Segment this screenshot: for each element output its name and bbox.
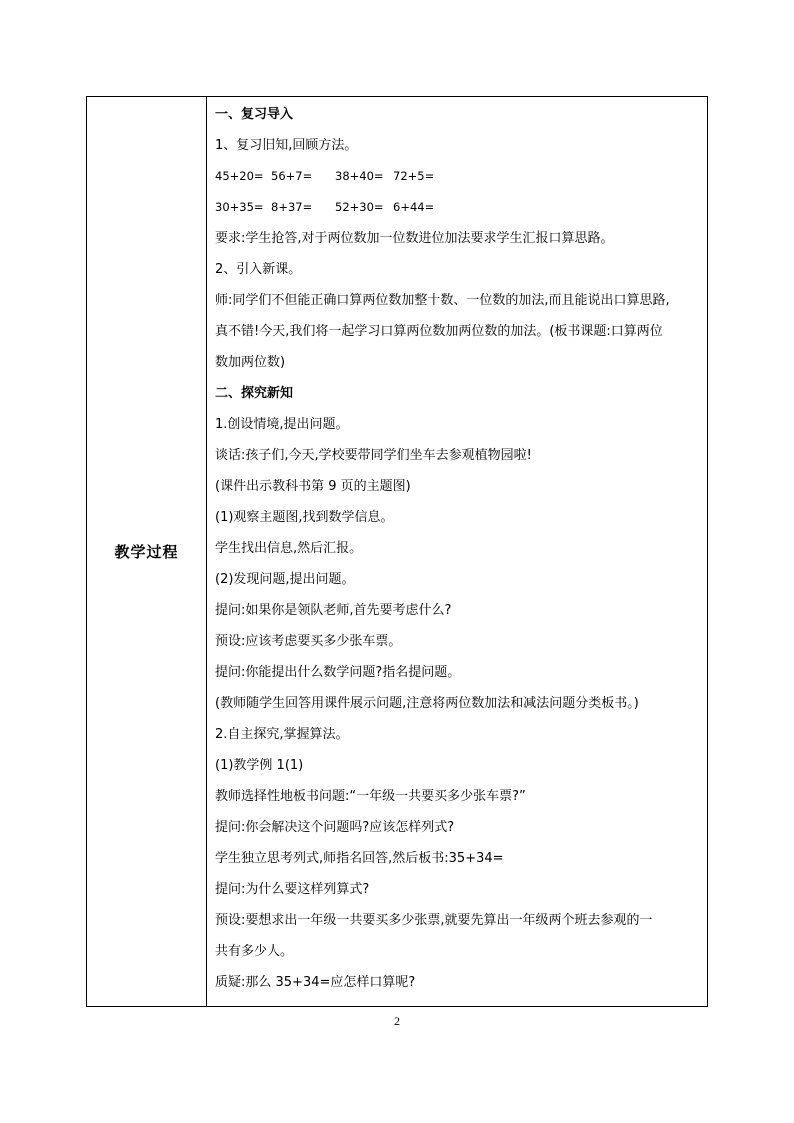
left-cell xyxy=(87,97,207,1006)
text-line: 2、引入新课。 xyxy=(215,262,302,277)
content-cell xyxy=(207,97,707,1006)
text-line: 要求:学生抢答,对于两位数加一位数进位加法要求学生汇报口算思路。 xyxy=(215,231,614,246)
text-line: 学生找出信息,然后汇报。 xyxy=(215,541,363,556)
text-line: 预设:应该考虑要买多少张车票。 xyxy=(215,634,402,649)
text-line: 1、复习旧知,回顾方法。 xyxy=(215,138,358,153)
text-line: (1)教学例 1(1) xyxy=(215,758,304,773)
text-line: 预设:要想求出一年级一共要买多少张票,就要先算出一年级两个班去参观的一 xyxy=(215,913,653,928)
text-line: 提问:为什么要这样列算式? xyxy=(215,882,370,897)
equation: 30+35= xyxy=(215,200,264,214)
text-line: 1.创设情境,提出问题。 xyxy=(215,417,349,432)
text-line: 学生独立思考列式,师指名回答,然后板书:35+34= xyxy=(215,851,504,866)
equation: 52+30= xyxy=(335,200,384,214)
lesson-table xyxy=(86,96,708,1007)
equation: 8+37= xyxy=(271,200,313,214)
text-line: 质疑:那么 35+34=应怎样口算呢? xyxy=(215,975,416,990)
text-line: 提问:如果你是领队老师,首先要考虑什么? xyxy=(215,603,452,618)
text-line: (2)发现问题,提出问题。 xyxy=(215,572,355,587)
section-heading: 二、探究新知 xyxy=(215,386,294,401)
equation: 38+40= xyxy=(335,169,384,183)
equation: 56+7= xyxy=(271,169,313,183)
text-line: 谈话:孩子们,今天,学校要带同学们坐车去参观植物园啦! xyxy=(215,448,532,463)
text-line: 2.自主探究,掌握算法。 xyxy=(215,727,349,742)
text-line: 提问:你能提出什么数学问题?指名提问题。 xyxy=(215,665,461,680)
section-heading: 一、复习导入 xyxy=(215,107,294,122)
equation-row xyxy=(215,161,701,192)
text-line: 提问:你会解决这个问题吗?应该怎样列式? xyxy=(215,820,455,835)
text-line: 共有多少人。 xyxy=(215,944,294,959)
text-line: 真不错!今天,我们将一起学习口算两位数加两位数的加法。(板书课题:口算两位 xyxy=(215,324,663,339)
text-line: 数加两位数) xyxy=(215,355,286,370)
text-line: 教师选择性地板书问题:“一年级一共要买多少张车票?” xyxy=(215,789,526,804)
text-line: 师:同学们不但能正确口算两位数加整十数、一位数的加法,而且能说出口算思路, xyxy=(215,293,670,308)
equation: 45+20= xyxy=(215,169,264,183)
text-line: (教师随学生回答用课件展示问题,注意将两位数加法和减法问题分类板书。) xyxy=(215,696,639,711)
text-line: (课件出示教科书第 9 页的主题图) xyxy=(215,479,411,494)
equation: 6+44= xyxy=(393,200,435,214)
section-label: 教学过程 xyxy=(114,543,179,561)
equation-row xyxy=(215,192,701,223)
page-number: 2 xyxy=(394,1014,400,1028)
text-line: (1)观察主题图,找到数学信息。 xyxy=(215,510,394,525)
equation: 72+5= xyxy=(393,169,435,183)
